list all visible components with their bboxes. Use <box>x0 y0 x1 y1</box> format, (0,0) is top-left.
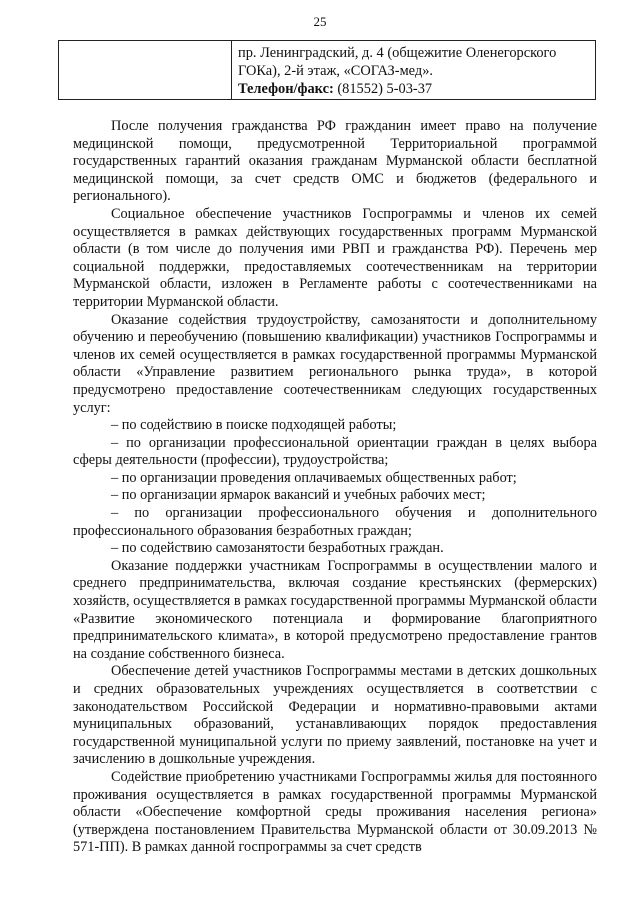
contact-address: пр. Ленинградский, д. 4 (общежитие Оленегорского ГОКа), 2-й этаж, «СОГАЗ-мед». <box>238 45 557 79</box>
contact-phone <box>238 80 589 98</box>
paragraph-employment: Оказание содействия трудоустройству, самозанятости и дополнительному обучению и переобучению (повышению квалификации) участников Госпрограммы и членов их семей осуществляется в рамках государственной программы Мурманской области «Управление развитием регионального рынка труда», в которой предусмотрено предоставление соотечественникам следующих государственных услуг: <box>73 311 597 416</box>
list-item: – по организации ярмарок вакансий и учебных рабочих мест; <box>111 487 486 504</box>
services-list <box>73 417 597 558</box>
phone-value: (81552) 5-03-37 <box>333 81 433 97</box>
list-item: – по организации профессиональной ориентации граждан в целях выбора сферы деятельности (профессии), трудоустройства; <box>73 434 597 469</box>
contact-table <box>58 40 596 100</box>
contact-table-empty-cell <box>59 41 232 99</box>
paragraph-citizenship-medical: После получения гражданства РФ гражданин имеет право на получение медицинской помощи, предусмотренной Территориальной программой государственных гарантий оказания гражданам Мурманской области бесплатной медицинской помощи, за счет средств ОМС и бюджетов (федерального и регионального). <box>73 118 597 205</box>
document-body <box>73 118 597 857</box>
list-item: – по содействию в поиске подходящей работы; <box>111 417 397 434</box>
list-item: – по организации проведения оплачиваемых общественных работ; <box>111 469 517 486</box>
page-number: 25 <box>313 14 327 29</box>
list-item: – по организации профессионального обучения и дополнительного профессионального образования безработных граждан; <box>73 505 597 539</box>
paragraph-business-support: Оказание поддержки участникам Госпрограммы в осуществлении малого и среднего предпринимательства, включая создание крестьянских (фермерских) хозяйств, осуществляется в рамках государственной программы Мурманской области «Развитие экономического потенциала и формирование благоприятного предпринимательского климата», в которой предусмотрено предоставление грантов на создание собственного бизнеса. <box>73 557 597 662</box>
paragraph-social-support: Социальное обеспечение участников Госпрограммы и членов их семей осуществляется в рамках действующих государственных программ Мурманской области (в том числе до получения ими РВП и гражданства РФ). Перечень мер социальной поддержки, предоставляемых соотечественникам на территории Мурманской области, изложен в Регламенте работы с соотечественниками на территории Мурманской области. <box>73 205 597 310</box>
paragraph-housing: Содействие приобретению участниками Госпрограммы жилья для постоянного проживания осуществляется в рамках государственной программы Мурманской области «Обеспечение комфортной среды проживания населения региона» (утверждена постановлением Правительства Мурманской области от 30.09.2013 № 571-ПП). В рамках данной госпрограммы за счет средств <box>73 768 597 856</box>
list-item: – по содействию самозанятости безработных граждан. <box>111 540 444 557</box>
contact-table-address-cell <box>232 41 595 99</box>
paragraph-education: Обеспечение детей участников Госпрограммы местами в детских дошкольных и средних образовательных учреждениях осуществляется в соответствии с законодательством Российской Федерации и нормативно-правовыми актами муниципальных образований, устанавливающих порядок предоставления государственной муниципальной услуги по приему заявлений, постановке на учет и зачислению в дошкольные учреждения. <box>73 663 597 768</box>
phone-label: Телефон/факс: <box>238 81 334 97</box>
